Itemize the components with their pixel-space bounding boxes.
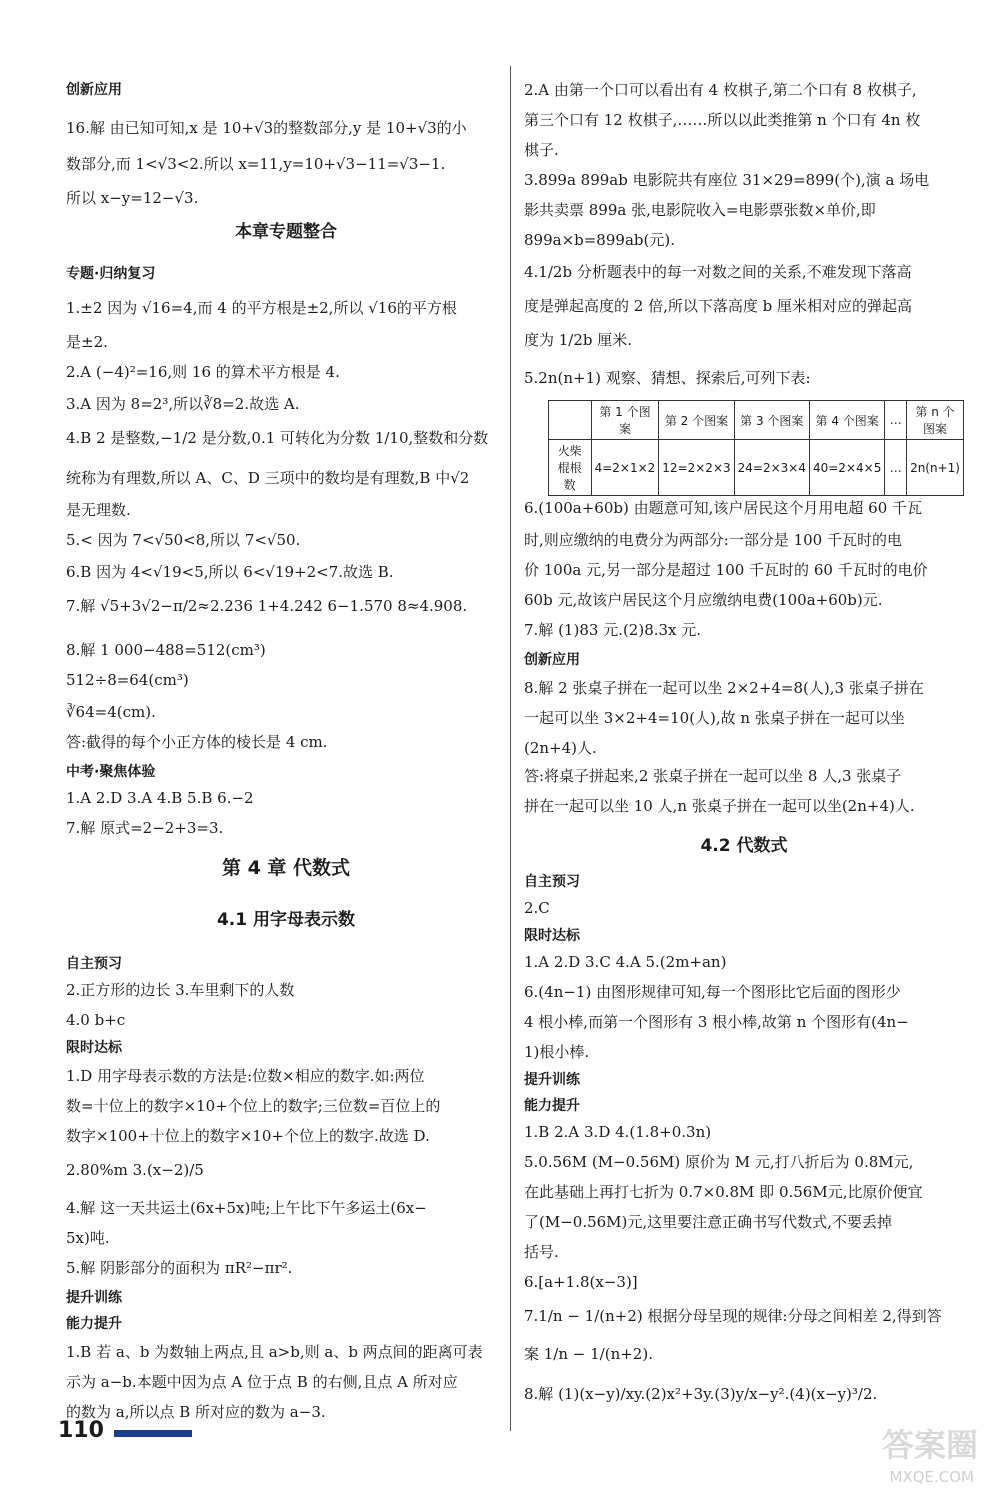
text-line: (2n+4)人.: [524, 739, 597, 757]
text-line: 一起可以坐 3×2+4=10(人),故 n 张桌子拼在一起可以坐: [524, 709, 905, 727]
table-cell: 第 2 个图案: [659, 401, 734, 440]
text-line: 数部分,而 1<√3<2.所以 x=11,y=10+√3−11=√3−1.: [66, 155, 446, 173]
text-line: 4 根小棒,而第一个图形有 3 根小棒,故第 n 个图形有(4n−: [524, 1013, 909, 1031]
column-divider: [510, 66, 511, 1431]
text-line: 度为 1/2b 厘米.: [524, 331, 633, 349]
text-line: 度是弹起高度的 2 倍,所以下落高度 b 厘米相对应的弹起高: [524, 297, 912, 315]
page-number: 110: [58, 1418, 104, 1443]
section-heading: 自主预习: [524, 874, 580, 890]
watermark-logo: 答案圈: [881, 1426, 978, 1464]
table-cell: …: [885, 440, 907, 496]
text-line: 2.C: [524, 899, 550, 917]
chapter-title: 4.1 用字母表示数: [216, 910, 356, 930]
text-line: 示为 a−b.本题中因为点 A 位于点 B 的右侧,且点 A 所对应: [66, 1373, 458, 1391]
text-line: ∛64=4(cm).: [66, 703, 156, 721]
text-line: 案 1/n − 1/(n+2).: [524, 1345, 653, 1363]
text-line: 6.(4n−1) 由图形规律可知,每一个图形比它后面的图形少: [524, 983, 901, 1001]
text-line: 所以 x−y=12−√3.: [66, 189, 199, 207]
text-line: 2.正方形的边长 3.车里剩下的人数: [66, 981, 295, 999]
text-line: 是无理数.: [66, 501, 131, 519]
text-line: 在此基础上再打七折为 0.7×0.8M 即 0.56M元,比原价便宜: [524, 1183, 923, 1201]
text-line: 5.0.56M (M−0.56M) 原价为 M 元,打八折后为 0.8M元,: [524, 1153, 914, 1171]
text-line: 统称为有理数,所以 A、C、D 三项中的数均是有理数,B 中√2: [66, 469, 470, 487]
section-heading: 创新应用: [524, 652, 580, 668]
text-line: 2.80%m 3.(x−2)/5: [66, 1161, 204, 1179]
chapter-title: 4.2 代数式: [700, 836, 788, 856]
text-line: 是±2.: [66, 333, 108, 351]
section-heading: 提升训练: [66, 1290, 122, 1306]
text-line: 5.2n(n+1) 观察、猜想、探索后,可列下表:: [524, 369, 811, 387]
text-line: 3.A 因为 8=2³,所以∛8=2.故选 A.: [66, 395, 300, 413]
text-line: 1.A 2.D 3.A 4.B 5.B 6.−2: [66, 789, 254, 807]
text-line: 5.解 阴影部分的面积为 πR²−πr².: [66, 1259, 293, 1277]
text-line: 6.(100a+60b) 由题意可知,该户居民这个月用电超 60 千瓦: [524, 499, 923, 517]
table-cell: 第 4 个图案: [809, 401, 884, 440]
text-line: 6.B 因为 4<√19<5,所以 6<√19+2<7.故选 B.: [66, 563, 394, 581]
text-line: 8.解 1 000−488=512(cm³): [66, 641, 266, 659]
text-line: 5x)吨.: [66, 1229, 110, 1247]
text-line: 棋子.: [524, 141, 559, 159]
text-line: 数=十位上的数字×10+个位上的数字;三位数=百位上的: [66, 1097, 441, 1115]
text-line: 3.899a 899ab 电影院共有座位 31×29=899(个),演 a 场电: [524, 171, 930, 189]
text-line: 答:截得的每个小正方体的棱长是 4 cm.: [66, 733, 328, 751]
text-line: 2.A 由第一个口可以看出有 4 枚棋子,第二个口有 8 枚棋子,: [524, 81, 917, 99]
text-line: 数字×100+十位上的数字×10+个位上的数字.故选 D.: [66, 1127, 430, 1145]
text-line: 4.B 2 是整数,−1/2 是分数,0.1 可转化为分数 1/10,整数和分数: [66, 429, 489, 447]
text-line: 5.< 因为 7<√50<8,所以 7<√50.: [66, 531, 301, 549]
chapter-title: 本章专题整合: [235, 222, 337, 242]
text-line: 影共卖票 899a 张,电影院收入=电影票张数×单价,即: [524, 201, 876, 219]
text-line: 7.解 原式=2−2+3=3.: [66, 819, 224, 837]
table-cell: [549, 401, 592, 440]
text-line: 4.解 这一天共运土(6x+5x)吨;上午比下午多运土(6x−: [66, 1199, 427, 1217]
text-line: 1.±2 因为 √16=4,而 4 的平方根是±2,所以 √16的平方根: [66, 299, 457, 317]
text-line: 6.[a+1.8(x−3)]: [524, 1273, 638, 1291]
text-line: 1.B 若 a、b 为数轴上两点,且 a>b,则 a、b 两点间的距离可表: [66, 1343, 483, 1361]
section-heading: 专题·归纳复习: [66, 266, 156, 282]
watermark-url: MXQE.COM: [889, 1468, 974, 1486]
table-cell: 4=2×1×2: [591, 440, 659, 496]
section-heading: 自主预习: [66, 956, 122, 972]
text-line: 1.A 2.D 3.C 4.A 5.(2m+an): [524, 953, 727, 971]
table-row-label: 火柴棍根数: [549, 440, 592, 496]
text-line: 7.解 √5+3√2−π/2≈2.236 1+4.242 6−1.570 8≈4.908.: [66, 597, 468, 615]
text-line: 拼在一起可以坐 10 人,n 张桌子拼在一起可以坐(2n+4)人.: [524, 797, 915, 815]
text-line: 16.解 由已知可知,x 是 10+√3的整数部分,y 是 10+√3的小: [66, 119, 467, 137]
section-heading: 中考·聚焦体验: [66, 764, 156, 780]
text-line: 4.0 b+c: [66, 1011, 126, 1029]
section-heading: 能力提升: [66, 1316, 122, 1332]
table-row: [549, 440, 964, 496]
text-line: 1.B 2.A 3.D 4.(1.8+0.3n): [524, 1123, 712, 1141]
matchstick-table: [548, 400, 964, 496]
text-line: 2.A (−4)²=16,则 16 的算术平方根是 4.: [66, 363, 340, 381]
section-heading: 提升训练: [524, 1072, 580, 1088]
table-cell: 第 3 个图案: [734, 401, 809, 440]
text-line: 第三个口有 12 枚棋子,……所以以此类推第 n 个口有 4n 枚: [524, 111, 921, 129]
text-line: 括号.: [524, 1243, 559, 1261]
table-cell: 40=2×4×5: [809, 440, 884, 496]
table-header-row: [549, 401, 964, 440]
text-line: 899a×b=899ab(元).: [524, 231, 675, 249]
text-line: 答:将桌子拼起来,2 张桌子拼在一起可以坐 8 人,3 张桌子: [524, 767, 902, 785]
text-line: 了(M−0.56M)元,这里要注意正确书写代数式,不要丢掉: [524, 1213, 892, 1231]
table-cell: 12=2×2×3: [659, 440, 734, 496]
table-cell: 第 1 个图案: [591, 401, 659, 440]
text-line: 价 100a 元,另一部分是超过 100 千瓦时的 60 千瓦时的电价: [524, 561, 928, 579]
section-heading: 限时达标: [524, 928, 580, 944]
text-line: 7.解 (1)83 元.(2)8.3x 元.: [524, 621, 702, 639]
table-cell: 第 n 个图案: [907, 401, 964, 440]
text-line: 8.解 (1)(x−y)/xy.(2)x²+3y.(3)y/x−y².(4)(x−y)³/2.: [524, 1385, 878, 1403]
text-line: 7.1/n − 1/(n+2) 根据分母呈现的规律:分母之间相差 2,得到答: [524, 1307, 942, 1325]
page-number-bar: [114, 1430, 192, 1437]
text-line: 4.1/2b 分析题表中的每一对数之间的关系,不难发现下落高: [524, 263, 912, 281]
text-line: 1.D 用字母表示数的方法是:位数×相应的数字.如:两位: [66, 1067, 425, 1085]
section-heading: 创新应用: [66, 82, 122, 98]
chapter-title: 第 4 章 代数式: [221, 857, 351, 879]
section-heading: 能力提升: [524, 1098, 580, 1114]
text-line: 512÷8=64(cm³): [66, 671, 189, 689]
text-line: 时,则应缴纳的电费分为两部分:一部分是 100 千瓦时的电: [524, 531, 902, 549]
table-cell: 24=2×3×4: [734, 440, 809, 496]
table-cell: 2n(n+1): [907, 440, 964, 496]
text-line: 的数为 a,所以点 B 所对应的数为 a−3.: [66, 1403, 326, 1421]
section-heading: 限时达标: [66, 1040, 122, 1056]
text-line: 8.解 2 张桌子拼在一起可以坐 2×2+4=8(人),3 张桌子拼在: [524, 679, 924, 697]
text-line: 1)根小棒.: [524, 1043, 590, 1061]
table-cell: …: [885, 401, 907, 440]
text-line: 60b 元,故该户居民这个月应缴纳电费(100a+60b)元.: [524, 591, 883, 609]
